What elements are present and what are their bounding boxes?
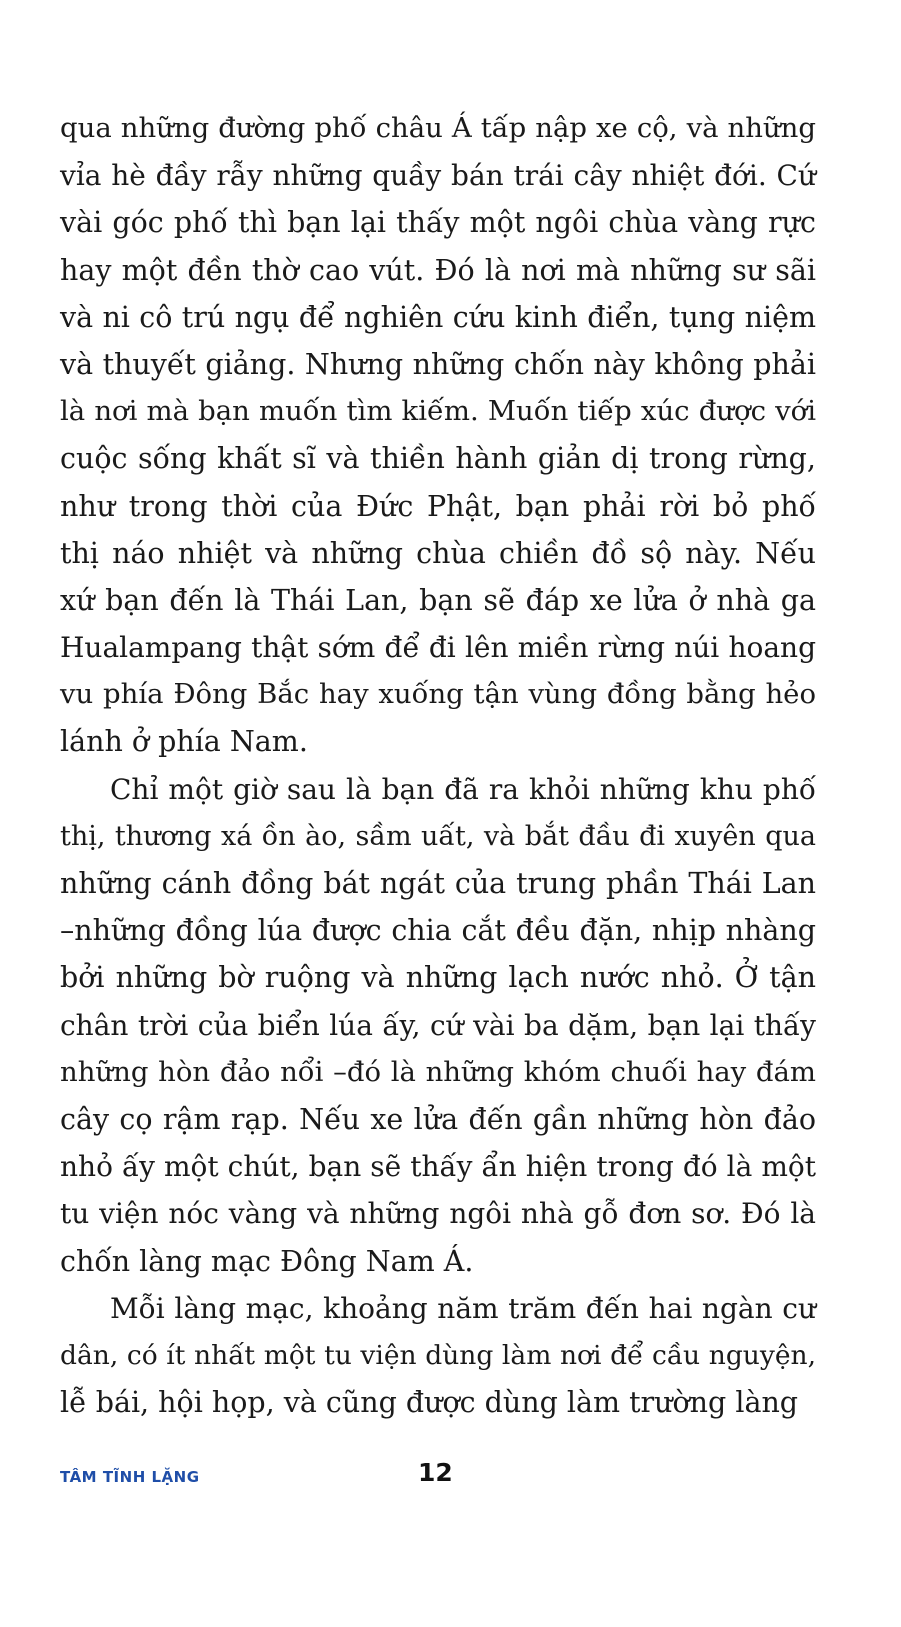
text-line: như trong thời của Đức Phật, bạn phải rời bỏ phố	[60, 489, 816, 523]
text-line: Mỗi làng mạc, khoảng năm trăm đến hai ngàn cư	[110, 1291, 816, 1325]
text-line: –những đồng lúa được chia cắt đều đặn, nhịp nhàng	[60, 914, 816, 948]
text-line: vu phía Đông Bắc hay xuống tận vùng đồng bằng hẻo	[60, 678, 816, 711]
text-line: tu viện nóc vàng và những ngôi nhà gỗ đơn sơ. Đó là	[60, 1197, 816, 1231]
paragraph	[60, 1285, 816, 1427]
text-line: thị náo nhiệt và những chùa chiền đồ sộ này. Nếu	[60, 536, 816, 570]
text-line: lánh ở phía Nam.	[60, 725, 308, 759]
text-line: nhỏ ấy một chút, bạn sẽ thấy ẩn hiện trong đó là một	[60, 1150, 816, 1184]
text-line: dân, có ít nhất một tu viện dùng làm nơi để cầu nguyện,	[60, 1339, 816, 1371]
text-line: những hòn đảo nổi –đó là những khóm chuối hay đám	[60, 1055, 816, 1088]
text-line: thị, thương xá ồn ào, sầm uất, và bắt đầu đi xuyên qua	[60, 820, 816, 852]
text-line: và thuyết giảng. Nhưng những chốn này không phải	[60, 347, 816, 381]
body-text	[60, 105, 816, 1426]
text-line: cây cọ rậm rạp. Nếu xe lửa đến gần những hòn đảo	[60, 1102, 816, 1136]
text-line: hay một đền thờ cao vút. Đó là nơi mà những sư sãi	[60, 253, 816, 287]
text-line: lễ bái, hội họp, và cũng được dùng làm trường làng	[60, 1386, 799, 1420]
text-line: Chỉ một giờ sau là bạn đã ra khỏi những khu phố	[110, 772, 816, 806]
paragraph	[60, 105, 816, 766]
text-line: là nơi mà bạn muốn tìm kiếm. Muốn tiếp xúc được với	[60, 395, 816, 428]
text-line: chân trời của biển lúa ấy, cứ vài ba dặm, bạn lại thấy	[60, 1008, 816, 1042]
text-line: và ni cô trú ngụ để nghiên cứu kinh điển, tụng niệm	[60, 300, 816, 334]
text-line: bởi những bờ ruộng và những lạch nước nhỏ. Ở tận	[60, 961, 816, 995]
text-line: chốn làng mạc Đông Nam Á.	[60, 1244, 474, 1278]
text-line: xứ bạn đến là Thái Lan, bạn sẽ đáp xe lửa ở nhà ga	[60, 583, 816, 617]
paragraph	[60, 766, 816, 1285]
text-line: vỉa hè đầy rẫy những quầy bán trái cây nhiệt đới. Cứ	[60, 159, 816, 193]
page-number: 12	[418, 1458, 453, 1487]
text-line: Hualampang thật sớm để đi lên miền rừng núi hoang	[60, 631, 816, 665]
text-line: vài góc phố thì bạn lại thấy một ngôi chùa vàng rực	[60, 206, 816, 240]
text-line: qua những đường phố châu Á tấp nập xe cộ, và những	[60, 112, 816, 144]
text-line: cuộc sống khất sĩ và thiền hành giản dị trong rừng,	[60, 442, 816, 476]
text-line: những cánh đồng bát ngát của trung phần Thái Lan	[60, 867, 816, 900]
book-title-footer: TÂM TĨNH LẶNG	[60, 1468, 200, 1486]
